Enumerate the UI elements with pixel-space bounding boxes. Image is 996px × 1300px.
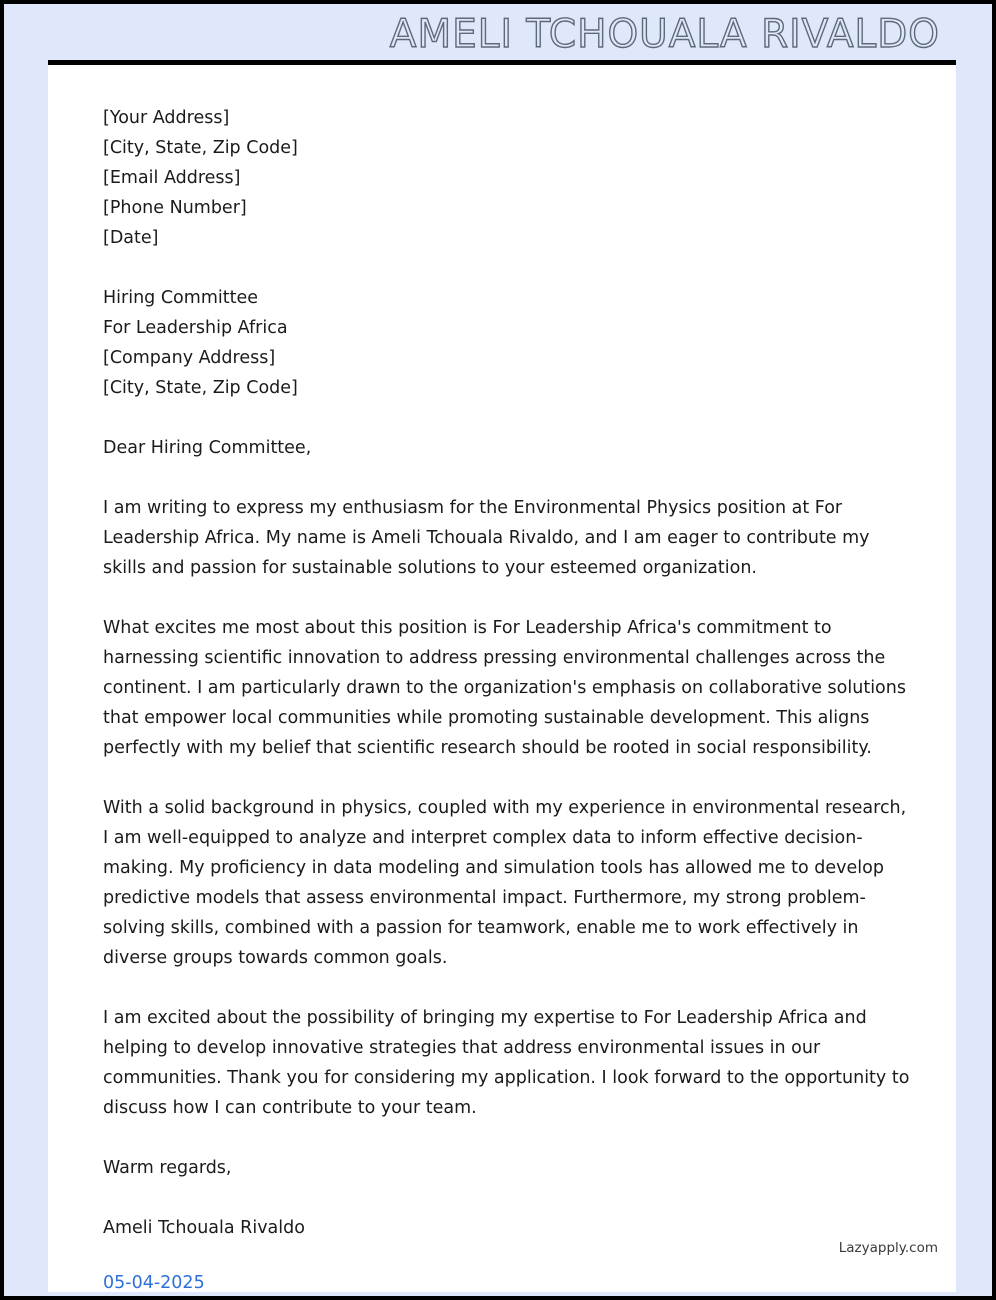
- sender-address-line: [Date]: [103, 228, 159, 248]
- document-header: [8, 8, 988, 60]
- signature-name: Ameli Tchouala Rivaldo: [103, 1218, 305, 1238]
- page-title: AMELI TCHOUALA RIVALDO: [389, 11, 940, 57]
- recipient-address-line: Hiring Committee: [103, 288, 258, 308]
- letter-paragraph: I am writing to express my enthusiasm for the Environmental Physics position at For Leadership Africa. My name is Ameli Tchouala Rivaldo, and I am eager to contribute my skills and passion for sustainable solutions to your esteemed organization.: [103, 498, 870, 578]
- letter-date: 05-04-2025: [103, 1273, 205, 1292]
- letter-sheet: [48, 60, 956, 1292]
- closing: Warm regards,: [103, 1158, 232, 1178]
- sender-address-block: [103, 103, 911, 253]
- letter-paragraph: I am excited about the possibility of bringing my expertise to For Leadership Africa and helping to develop innovative strategies that address environmental issues in our communities. Thank you for considering my application. I look forward to the opportunity to discuss how I can contribute to your team.: [103, 1008, 910, 1118]
- cover-letter-body: [103, 103, 911, 1292]
- recipient-address-line: For Leadership Africa: [103, 318, 288, 338]
- letter-paragraph: With a solid background in physics, coupled with my experience in environmental research, I am well-equipped to analyze and interpret complex data to inform effective decision-making. My proficiency in data modeling and simulation tools has allowed me to develop predictive models that assess environmental impact. Furthermore, my strong problem-solving skills, combined with a passion for teamwork, enable me to work effectively in diverse groups towards common goals.: [103, 798, 907, 968]
- salutation: Dear Hiring Committee,: [103, 438, 312, 458]
- recipient-address-line: [City, State, Zip Code]: [103, 378, 298, 398]
- sender-address-line: [Email Address]: [103, 168, 241, 188]
- sender-address-line: [Your Address]: [103, 108, 230, 128]
- sender-address-line: [Phone Number]: [103, 198, 247, 218]
- letter-paragraph: What excites me most about this position is For Leadership Africa's commitment to harnessing scientific innovation to address pressing environmental challenges across the continent. I am particularly drawn to the organization's emphasis on collaborative solutions that empower local communities while promoting sustainable development. This aligns perfectly with my belief that scientific research should be rooted in social responsibility.: [103, 618, 906, 758]
- recipient-address-line: [Company Address]: [103, 348, 276, 368]
- sender-address-line: [City, State, Zip Code]: [103, 138, 298, 158]
- brand-watermark: Lazyapply.com: [838, 1240, 938, 1256]
- recipient-address-block: [103, 283, 911, 403]
